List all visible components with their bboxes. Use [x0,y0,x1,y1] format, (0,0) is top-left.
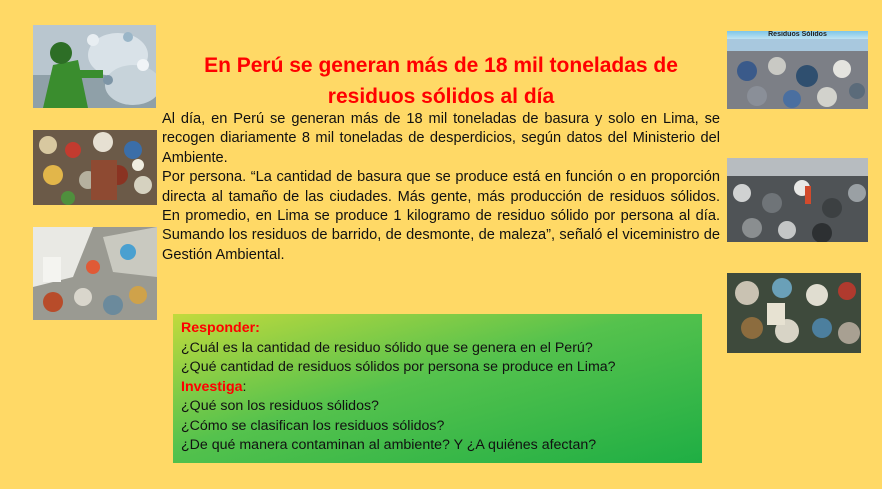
photo-landfill-residuos-solidos [727,31,868,109]
photo-landfill-workers [727,158,868,242]
photo-plastic-pile [33,227,157,320]
page-title: En Perú se generan más de 18 mil toneladas de residuos sólidos al día [204,54,678,108]
photo-mixed-waste-bins [33,130,157,205]
article-body [162,110,720,265]
respond-heading: Responder: [181,320,260,336]
questions-box [173,314,702,463]
investigate-question: ¿Qué son los residuos sólidos? [181,398,379,414]
investigate-colon: : [242,378,247,395]
article-paragraph: Al día, en Perú se generan más de 18 mil toneladas de basura y solo en Lima, se recogen diariamente 8 mil toneladas de desperdicios, según datos del Ministerio del Ambiente. [162,111,720,166]
investigate-heading: Investiga [181,378,243,395]
residuos-solidos-caption: Residuos Sólidos [727,31,868,39]
respond-question: ¿Qué cantidad de residuos sólidos por persona se produce en Lima? [181,359,616,375]
article-paragraph: Por persona. “La cantidad de basura que se produce está en función o en proporción directa al tamaño de las ciudades. Más gente, más producción de residuos sólidos. En promedio, en Lima se produce 1 kilogramo de residuo sólido por persona al día. Sumando los residuos de barrido, de desmonte, de maleza”, señaló el viceministro de Gestión Ambiental. [162,169,720,263]
investigate-question: ¿De qué manera contaminan al ambiente? Y ¿A quiénes afectan? [181,437,597,453]
photo-worker-plastic-bottles [33,25,156,108]
photo-discarded-containers [727,273,861,353]
investigate-heading-row [181,378,694,398]
investigate-question: ¿Cómo se clasifican los residuos sólidos? [181,417,445,434]
respond-question: ¿Cuál es la cantidad de residuo sólido que se genera en el Perú? [181,339,593,356]
